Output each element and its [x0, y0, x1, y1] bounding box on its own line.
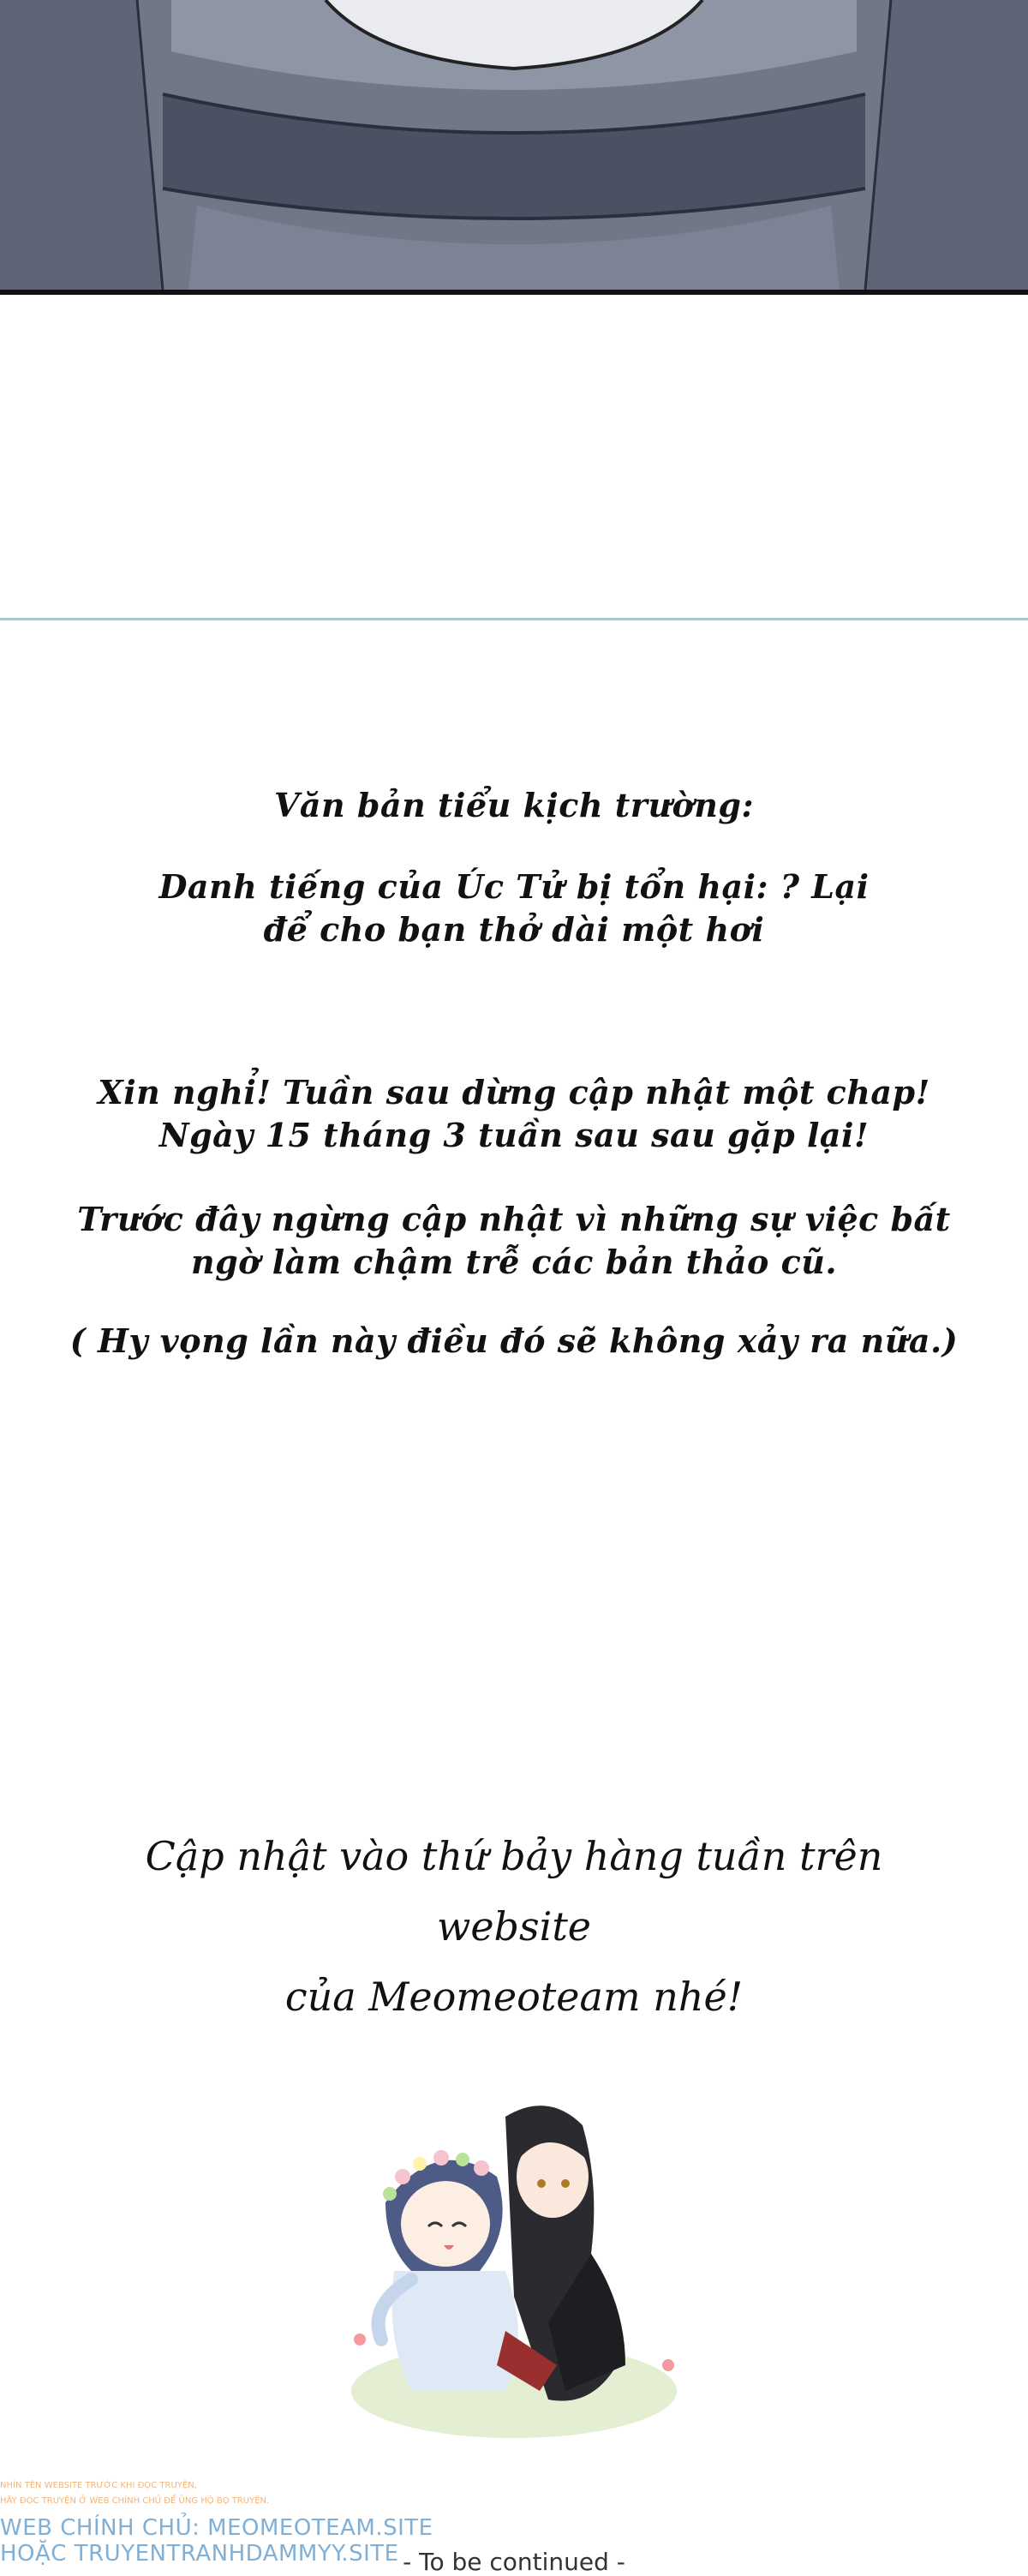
- notes-line: ( Hy vọng lần này điều đó sẽ không xảy ra nữa.): [69, 1321, 959, 1360]
- comic-panel: [0, 0, 1028, 295]
- notes-line: Trước đây ngừng cập nhật vì những sự việc bất: [77, 1200, 951, 1238]
- update-line: Cập nhật vào thứ bảy hàng tuần trên website: [145, 1833, 883, 1950]
- to-be-continued: - To be continued -: [403, 2548, 625, 2576]
- notes-paragraph-3: [51, 1198, 977, 1284]
- chibi-illustration: [334, 2082, 694, 2451]
- notes-heading-text: Văn bản tiểu kịch trường:: [273, 786, 755, 824]
- notes-line: Danh tiếng của Úc Tử bị tổn hại: ? Lại: [158, 867, 870, 906]
- section-divider: [0, 618, 1028, 620]
- notes-line: để cho bạn thở dài một hơi: [263, 910, 765, 949]
- notes-line: ngờ làm chậm trễ các bản thảo cũ.: [190, 1243, 838, 1281]
- watermark-note-1: NHÌN TÊN WEBSITE TRƯỚC KHI ĐỌC TRUYỆN,: [0, 2481, 197, 2490]
- notes-heading: [51, 784, 977, 827]
- watermark-note-2: HÃY ĐỌC TRUYỆN Ở WEB CHÍNH CHỦ ĐỂ ỦNG HỘ BỌ TRUYỆN.: [0, 2496, 270, 2506]
- watermark-main-site: WEB CHÍNH CHỦ: MEOMEOTEAM.SITE: [0, 2515, 433, 2541]
- notes-line: Xin nghỉ! Tuần sau dừng cập nhật một chap!: [98, 1073, 930, 1111]
- update-line: của Meomeoteam nhé!: [284, 1974, 744, 2020]
- update-schedule: [86, 1821, 942, 2032]
- notes-paragraph-2: [51, 1071, 977, 1157]
- notes-paragraph-1: [51, 866, 977, 951]
- chibi-characters-image: [334, 2082, 694, 2451]
- notes-line: Ngày 15 tháng 3 tuần sau sau gặp lại!: [158, 1116, 870, 1154]
- watermark-alt-site: HOẶC TRUYENTRANHDAMMYY.SITE: [0, 2541, 399, 2567]
- comic-panel-art: [0, 0, 1028, 290]
- notes-paragraph-4: [51, 1320, 977, 1363]
